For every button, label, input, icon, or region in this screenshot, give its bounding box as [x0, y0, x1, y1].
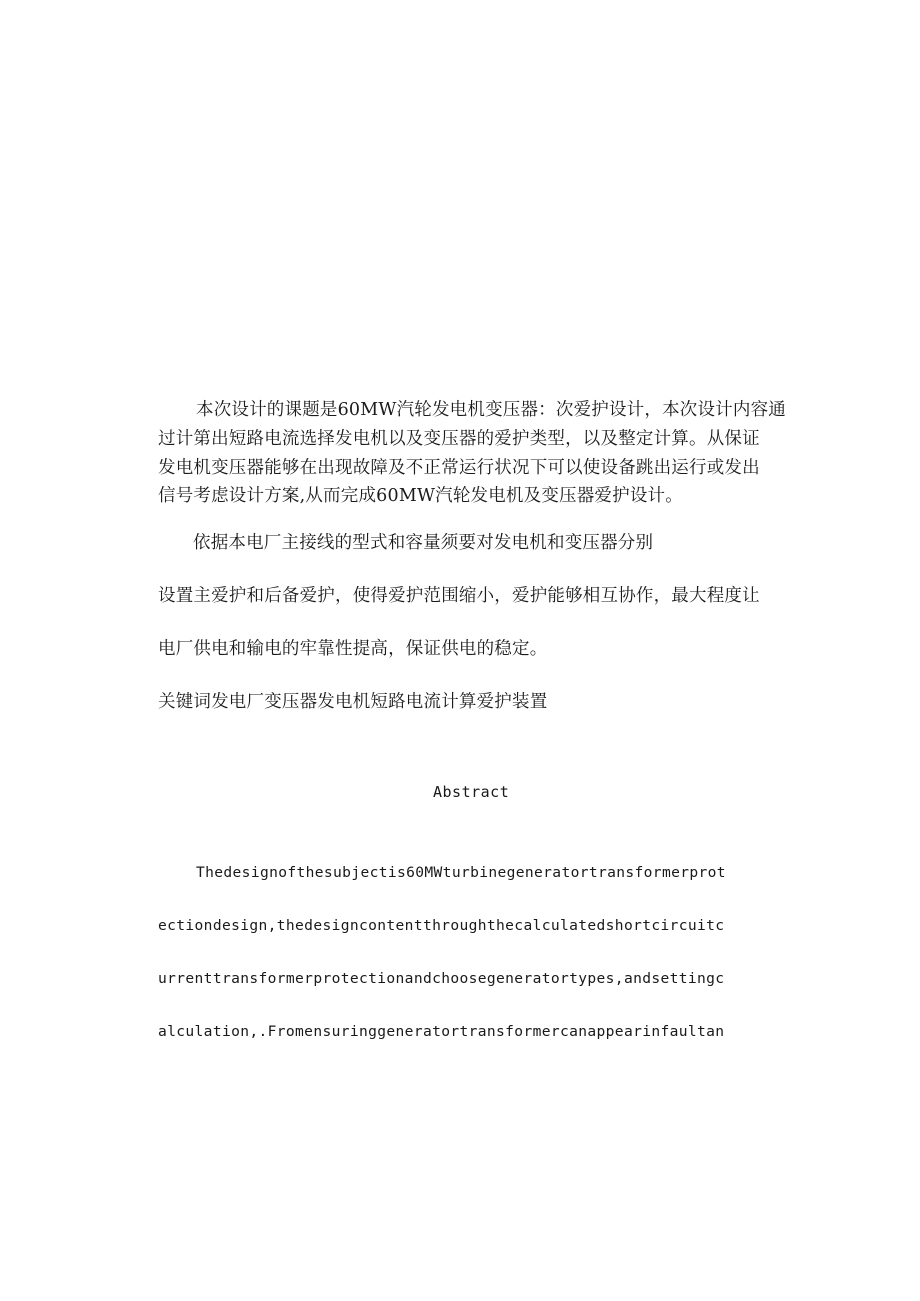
- cn-paragraph2-line1: 依据本电厂主接线的型式和容量须要对发电机和变压器分别: [193, 533, 654, 553]
- en-abstract-line1: Thedesignofthesubjectis60MWturbinegeneratortransformerprot: [196, 864, 726, 881]
- cn-paragraph1-line1: 本次设计的课题是60MW汽轮发电机变压器：次爱护设计，本次设计内容通: [196, 400, 786, 420]
- cn-keywords: 关键词发电厂变压器发电机短路电流计算爱护装置: [158, 692, 548, 712]
- cn-paragraph1-line2: 过计第出短路电流选择发电机以及变压器的爱护类型，以及整定计算。从保证: [158, 429, 760, 449]
- en-abstract-line2: ectiondesign,thedesigncontentthroughthecalculatedshortcircuitc: [158, 917, 725, 934]
- abstract-heading: Abstract: [433, 783, 510, 801]
- en-abstract-line4: alculation,.Fromensuringgeneratortransformercanappearinfaultan: [158, 1023, 725, 1040]
- cn-paragraph1-line3: 发电机变压器能够在出现故障及不正常运行状况下可以使设备跳出运行或发出: [158, 458, 760, 478]
- cn-paragraph2-line3: 电厂供电和输电的牢靠性提高，保证供电的稳定。: [158, 639, 548, 659]
- en-abstract-line3: urrenttransformerprotectionandchoosegeneratortypes,andsettingc: [158, 970, 725, 987]
- cn-paragraph1-line4: 信号考虑设计方案,从而完成60MW汽轮发电机及变压器爱护设计。: [158, 486, 683, 506]
- cn-paragraph2-line2: 设置主爱护和后备爱护，使得爱护范围缩小，爱护能够相互协作，最大程度让: [158, 586, 760, 606]
